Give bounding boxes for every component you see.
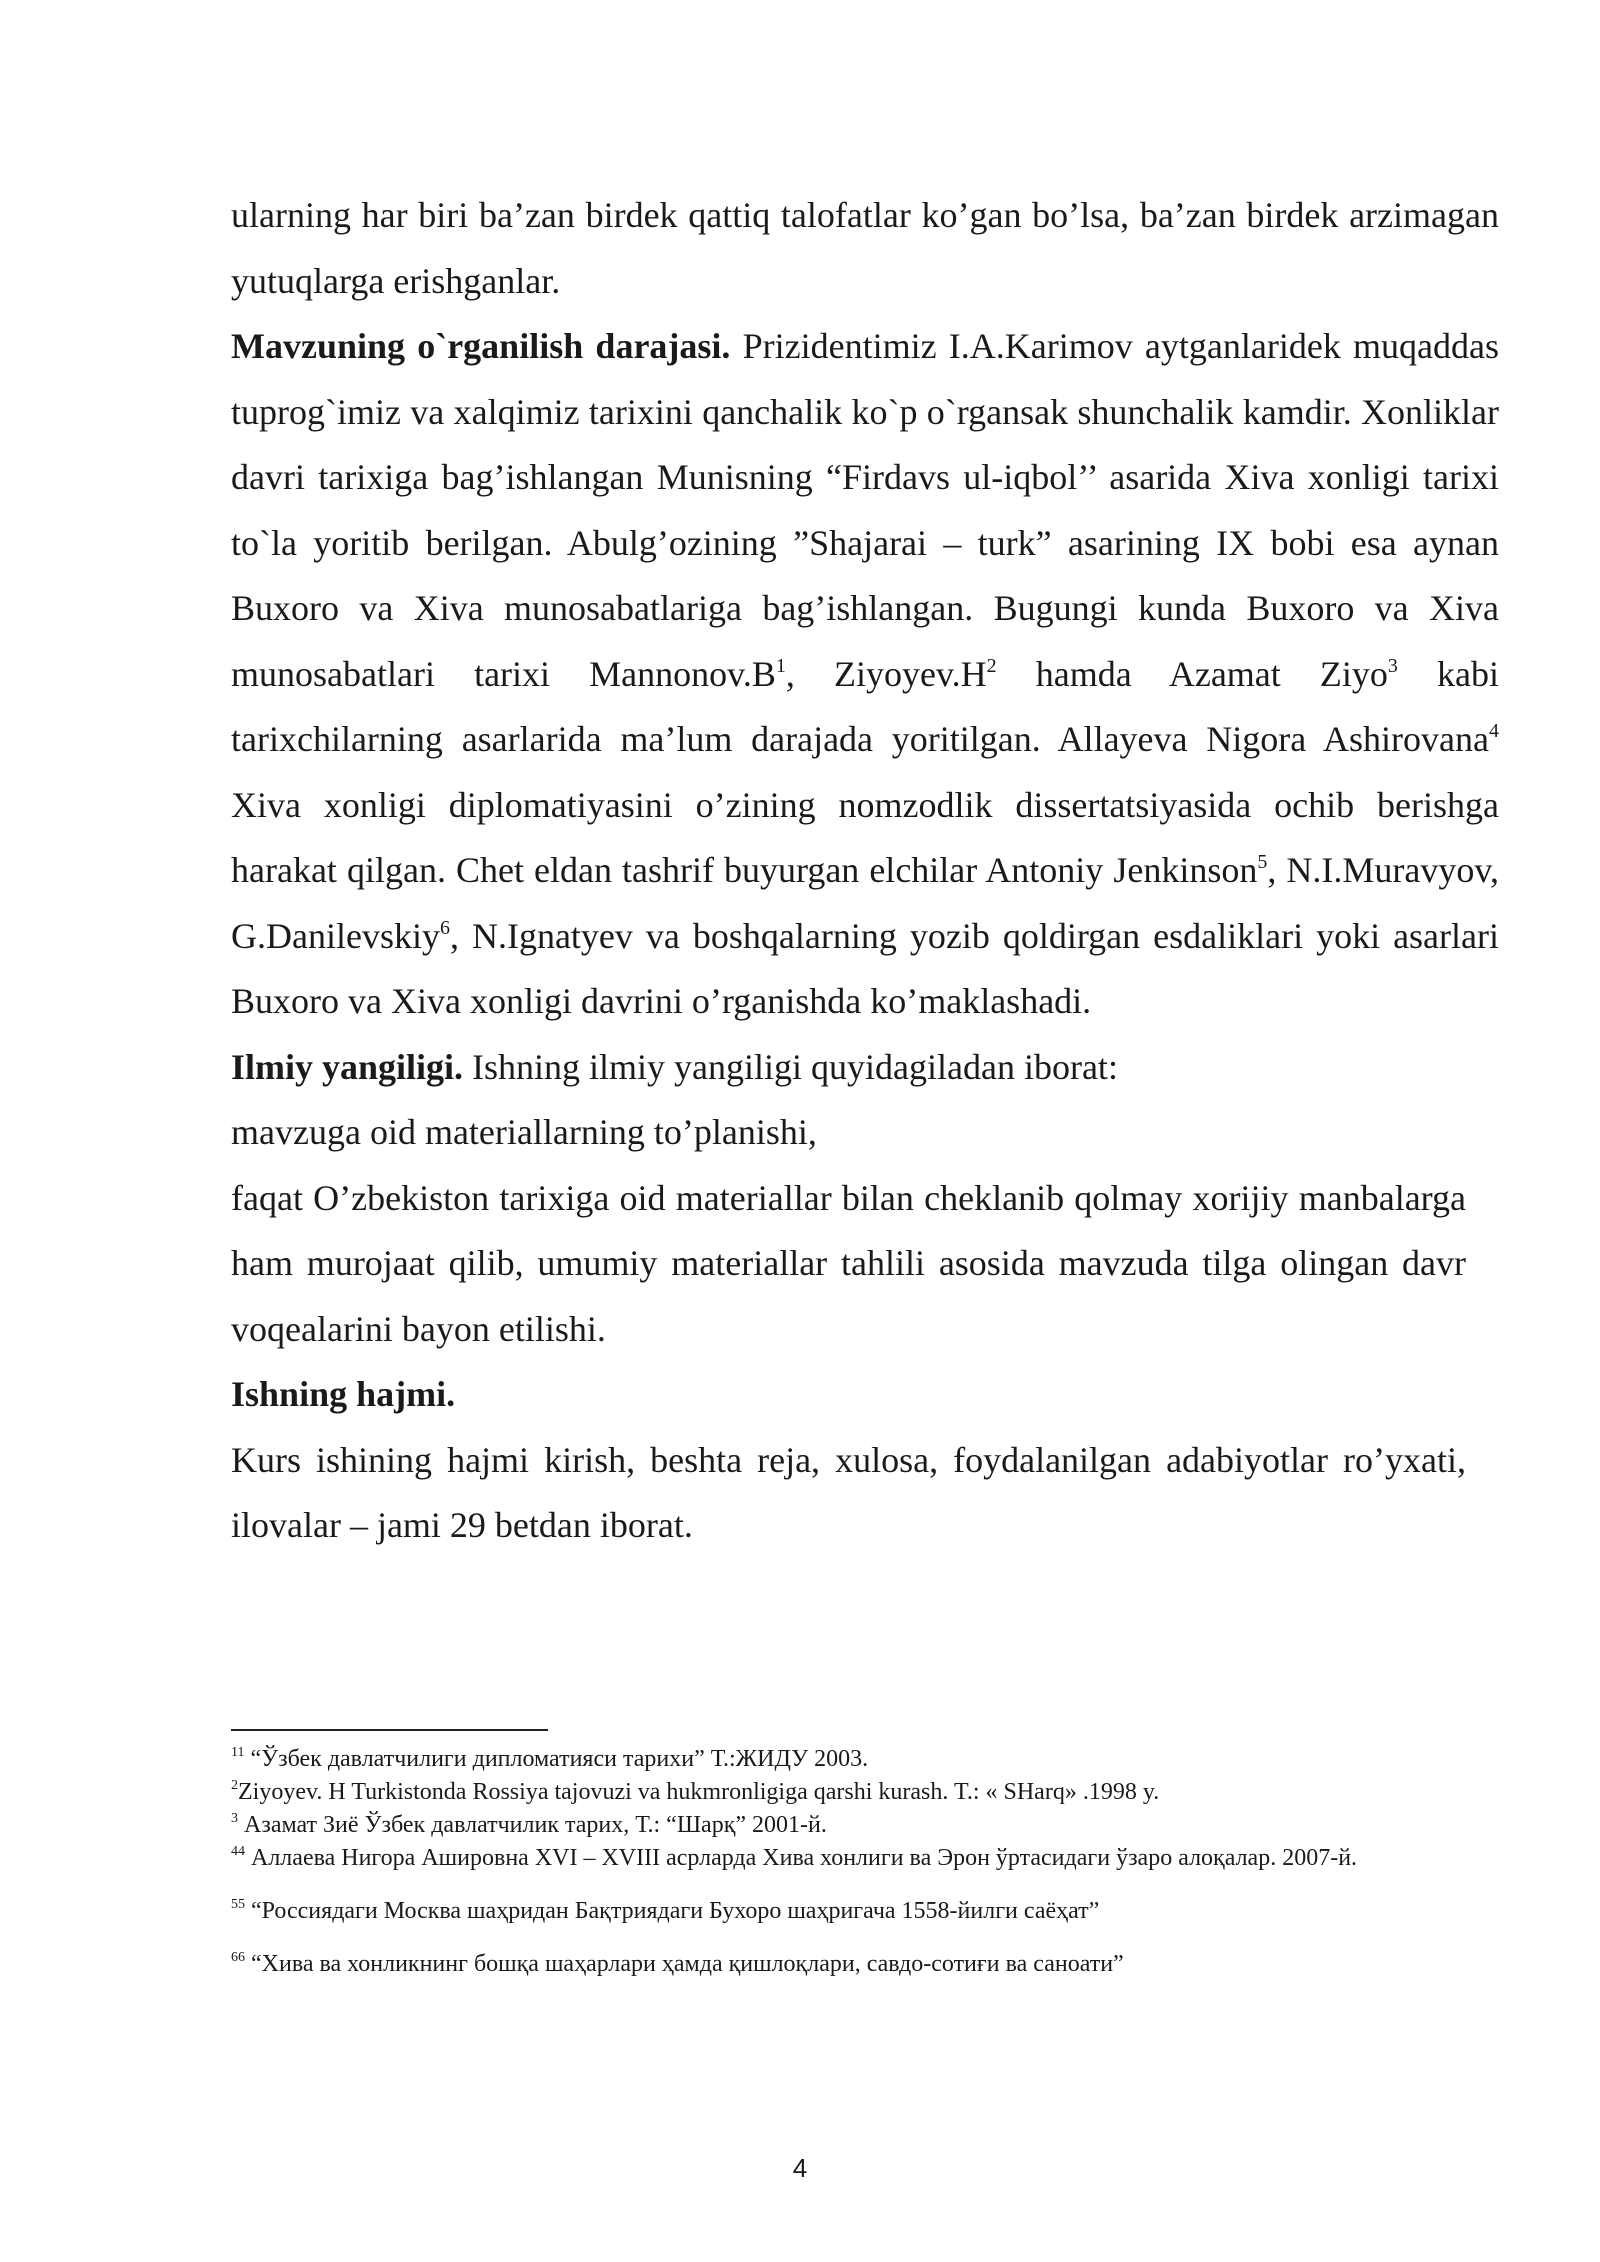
paragraph-text: , N.I.Muravyov, G.Danilevskiy bbox=[231, 850, 1499, 956]
paragraph-text: Prizidentimiz I.A.Karimov aytganlaridek muqaddas tuprog`imiz va xalqimiz tarixini qanchalik ko`p o`rgansak shunchalik kamdir. Xonliklar davri tarixiga bag’ishlangan Munisning “Firdavs ul-iqbol’’ asarida Xiva xonligi tarixi to`la yoritib berilgan. Abulg’ozining ”Shajarai – turk” asarining IX bobi esa aynan Buxoro va Xiva munosabatlariga bag’ishlangan. Bugungi kunda Buxoro va Xiva munosabatlari tarixi Mannonov.B bbox=[231, 326, 1499, 694]
footnote-mark: 44 bbox=[231, 1844, 245, 1859]
paragraph-text: kabi tarixchilarning asarlarida ma’lum darajada yoritilgan. Allayeva Nigora Ashirovana bbox=[231, 653, 1500, 759]
paragraph-research-level bbox=[231, 314, 1499, 1035]
footnote-ref[interactable]: 1 bbox=[775, 654, 786, 677]
footnote-mark: 2 bbox=[231, 1778, 238, 1793]
footnote-separator bbox=[231, 1729, 548, 1731]
footnote-ref[interactable]: 3 bbox=[1387, 654, 1398, 677]
footnote-text: Аллаева Нигора Ашировна XVI – XVIII асрларда Хива хонлиги ва Эрон ўртасидаги ўзаро алоқалар. 2007-й. bbox=[245, 1845, 1358, 1871]
footnote-text: Ziyoyev. H Turkistonda Rossiya tajovuzi va hukmronligiga qarshi kurash. T.: « SHarq» .1998 y. bbox=[238, 1779, 1160, 1805]
paragraph-text: Ishning ilmiy yangiligi quyidagiladan iborat: bbox=[463, 1046, 1118, 1087]
paragraph-novelty-item-2: faqat O’zbekiston tarixiga oid materiallar bilan cheklanib qolmay xorijiy manbalarga ham murojaat qilib, umumiy materiallar tahlili asosida mavzuda tilga olingan davr voqealarini bayon etilishi. bbox=[231, 1177, 1466, 1349]
main-text bbox=[231, 183, 1499, 1559]
heading-research-level: Mavzuning o`rganilish darajasi. bbox=[231, 326, 731, 366]
paragraph-novelty-item-1: mavzuga oid materiallarning to’planishi, bbox=[231, 1112, 817, 1152]
heading-novelty: Ilmiy yangiligi. bbox=[231, 1046, 464, 1087]
footnote-2 bbox=[231, 1776, 1499, 1809]
heading-volume bbox=[231, 1362, 1499, 1428]
footnote-text: Азамат Зиё Ўзбек давлатчилик тарих, Т.: “Шарқ” 2001-й. bbox=[238, 1812, 827, 1838]
paragraph-volume: Kurs ishining hajmi kirish, beshta reja, xulosa, foydalanilgan adabiyotlar ro’yxati, ilovalar – jami 29 betdan iborat. bbox=[231, 1439, 1466, 1545]
footnote-text: “Хива ва хонликнинг бошқа шаҳарлари ҳамда қишлоқлари, савдо-сотиғи ва саноати” bbox=[245, 1951, 1124, 1977]
footnote-mark: 3 bbox=[231, 1811, 238, 1826]
paragraph-1: ularning har biri ba’zan birdek qattiq talofatlar ko’gan bo’lsa, ba’zan birdek arzimagan yutuqlarga erishganlar. bbox=[231, 195, 1499, 301]
footnotes bbox=[231, 1743, 1499, 1981]
footnote-mark: 66 bbox=[231, 1950, 245, 1965]
footnote-ref[interactable]: 2 bbox=[986, 654, 997, 677]
footnote-text: “Ўзбек давлатчилиги дипломатияси тарихи” Т.:ЖИДУ 2003. bbox=[244, 1746, 869, 1772]
footnote-4 bbox=[231, 1842, 1499, 1875]
paragraph-novelty bbox=[231, 1035, 1499, 1101]
footnote-ref[interactable]: 6 bbox=[439, 916, 450, 939]
footnote-3 bbox=[231, 1809, 1499, 1842]
heading-volume-text: Ishning hajmi. bbox=[231, 1374, 456, 1414]
paragraph-text: hamda Azamat Ziyo bbox=[996, 653, 1388, 694]
paragraph-text: , Ziyoyev.H bbox=[785, 653, 987, 694]
paragraph-text: , N.Ignatyev va boshqalarning yozib qoldirgan esdaliklari yoki asarlari Buxoro va Xiva xonligi davrini o’rganishda ko’maklashadi. bbox=[231, 915, 1499, 1021]
paragraph-text: Xiva xonligi diplomatiyasini o’zining nomzodlik dissertatsiyasida ochib berishga harakat qilgan. Chet eldan tashrif buyurgan elchilar Antoniy Jenkinson bbox=[231, 784, 1499, 890]
footnote-ref[interactable]: 5 bbox=[1257, 851, 1268, 873]
footnote-mark: 11 bbox=[231, 1745, 245, 1760]
footnote-1 bbox=[231, 1743, 1499, 1776]
footnote-mark: 55 bbox=[231, 1897, 245, 1912]
footnote-text: “Россиядаги Москва шаҳридан Бақтриядаги Бухоро шаҳригача 1558-йилги саёҳат” bbox=[245, 1898, 1100, 1924]
page-number: 4 bbox=[792, 2153, 808, 2183]
footnote-ref[interactable]: 4 bbox=[1489, 720, 1499, 742]
footnote-5 bbox=[231, 1895, 1499, 1928]
footnote-6 bbox=[231, 1948, 1499, 1981]
